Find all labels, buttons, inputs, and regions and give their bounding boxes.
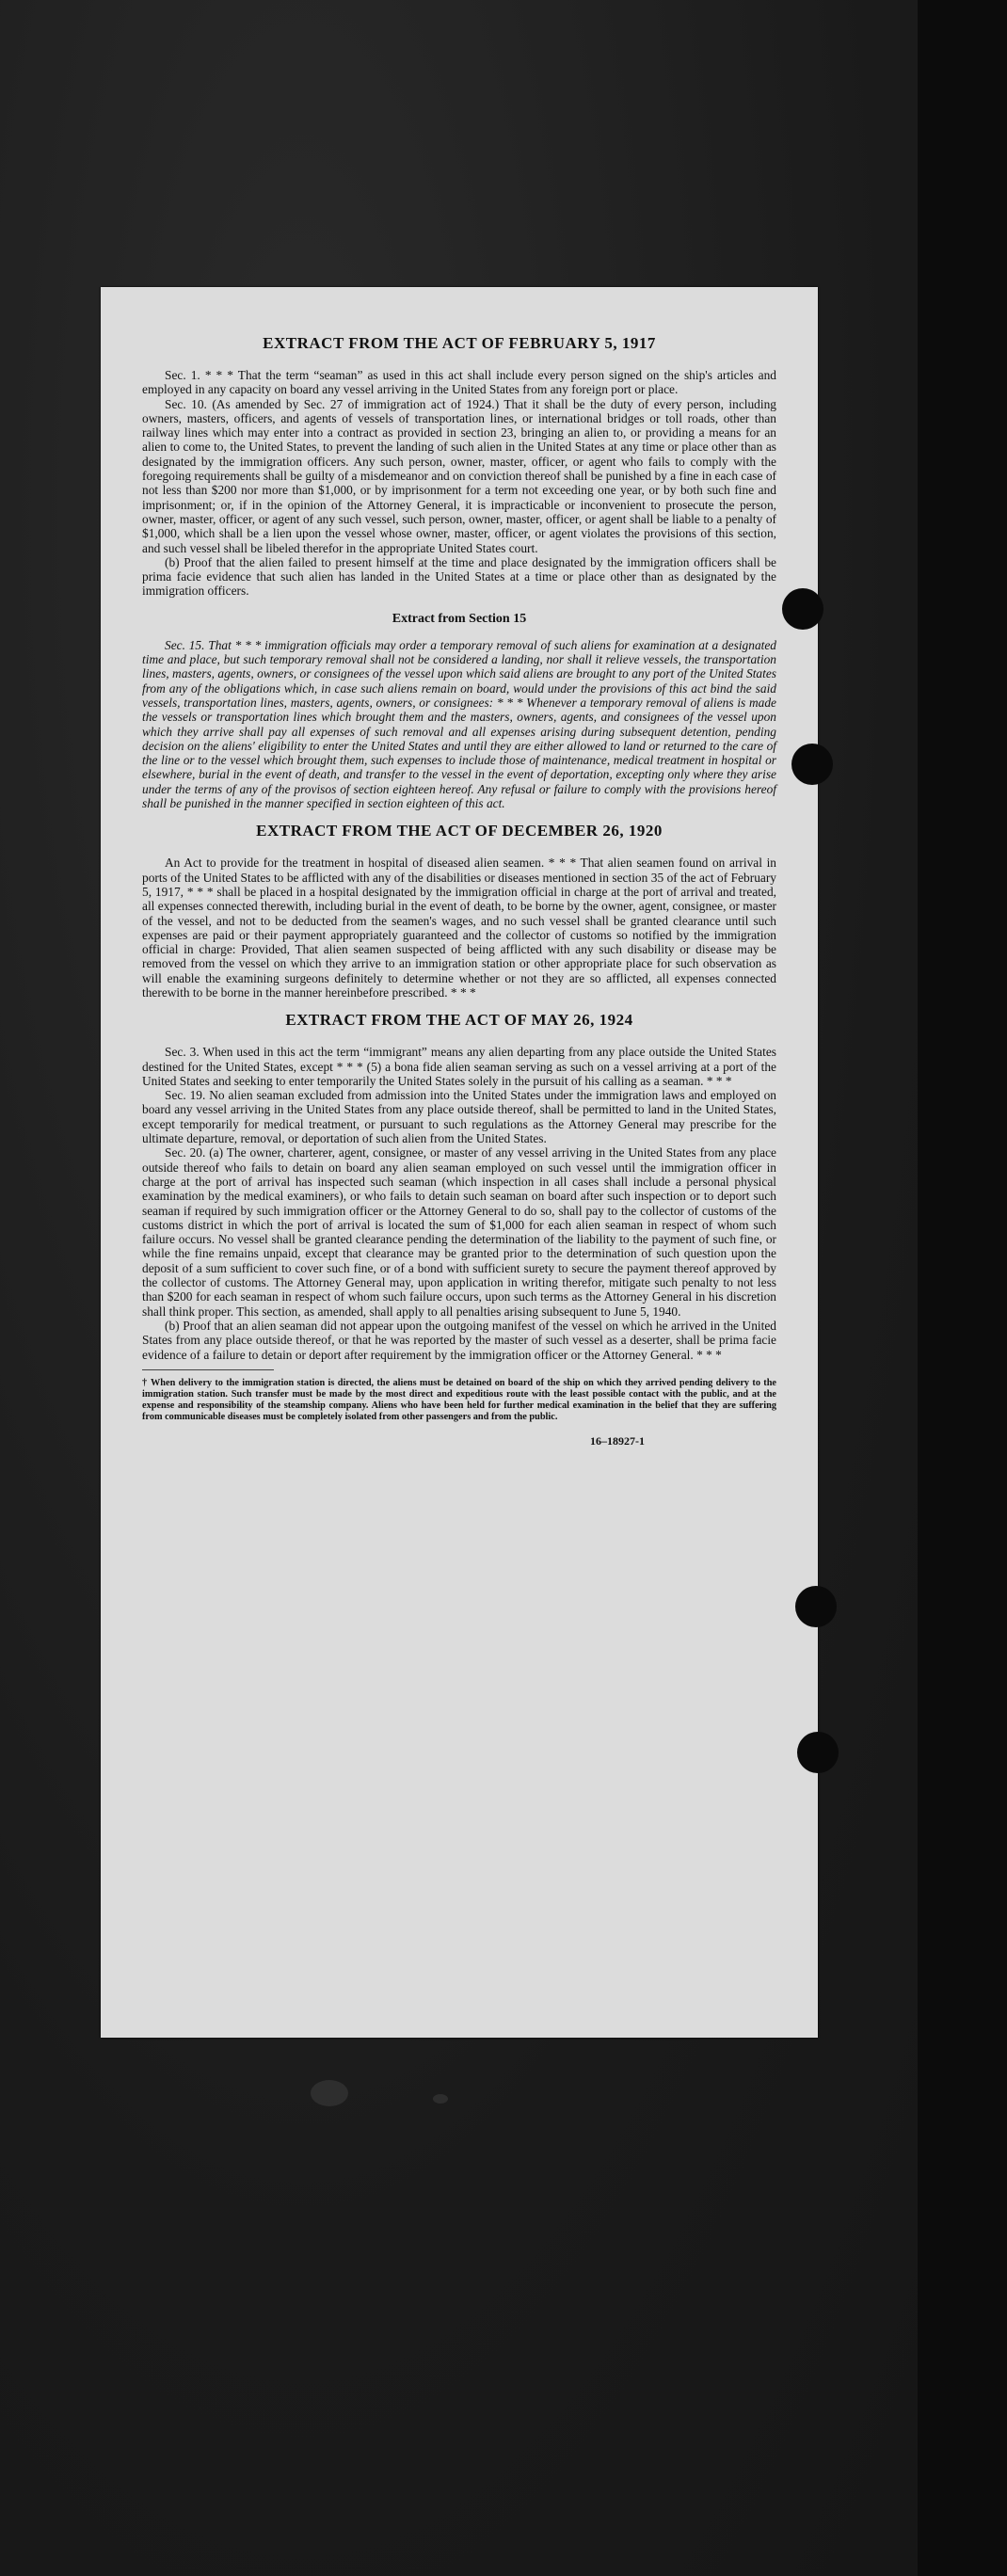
sec20b-text: (b) Proof that an alien seaman did not appear upon the outgoing manifest of the vessel on which he arrived in the United States from any place outside thereof, or that he was reported by the master of such vessel as a deserter, shall be prima facie evidence of a failure to detain or deport after requirement by the immigration officer or the Attorney General. * * * <box>142 1318 776 1362</box>
footnote-divider <box>142 1369 274 1370</box>
sec15-text: Sec. 15. That * * * immigration officials may order a temporary removal of such aliens for examination at a designated time and place, but such temporary removal shall not be considered a landing, nor shall it relieve vessels, the transportation lines, masters, agents, owners, or consignees of the vessel upon which said aliens are brought to any port of the United States from any of the obligations which, in case such aliens remain on board, would under the provisions of this act bind the said vessels, transportation lines, masters, agents, owners, or consignees: * * * Whenever a temporary removal of aliens is made the vessels or transportation lines which brought them and the masters, owners, agents, and consignees of the vessel upon which they arrive shall pay all expenses of such removal and all expenses arising during subsequent detention, pending decision on the aliens' eligibility to enter the United States and until they are either allowed to land or returned to the care of the line or to the vessel which brought them, such expenses to include those of maintenance, medical treatment in hospital or elsewhere, burial in the event of death, and transfer to the vessel in the event of deportation, excepting only where they arise under the terms of any of the provisos of section eighteen hereof. Any refusal or failure to comply with the provisions hereof shall be punished in the manner specified in section eighteen of this act. <box>142 637 776 811</box>
smudge <box>311 2080 348 2106</box>
section-1924 <box>142 1045 776 1362</box>
act-1920-text: An Act to provide for the treatment in hospital of diseased alien seamen. * * * That alien seamen found on arrival in ports of the United States to be afflicted with any of the disabilities or diseases mentioned in section 35 of the act of February 5, 1917, * * * shall be placed in a hospital designated by the immigration official in charge at the port of arrival and treated, all expenses connected therewith, including burial in the event of death, to be borne by the owner, agent, consignee, or master of the vessel, and not to be deducted from the seamen's wages, and no such vessel shall be granted clearance until such expenses are paid or their payment appropriately guaranteed and the collector of customs so notified by the immigration official in charge: Provided, That alien seamen suspected of being afflicted with any such disability or disease may be removed from the vessel on which they arrive to an immigration station or other appropriate place for such observation as will enable the examining surgeons definitely to determine whether or not they are so afflicted, all expenses connected therewith to be borne in the manner hereinbefore prescribed. * * * <box>142 856 776 1000</box>
punch-hole <box>791 744 833 785</box>
sec10b-text: (b) Proof that the alien failed to present himself at the time and place designated by the immigration officers shall be prima facie evidence that such alien has landed in the United States at a time or place other than as designated by the immigration officers. <box>142 554 776 599</box>
section-1917 <box>142 368 776 599</box>
film-edge <box>918 0 1007 2576</box>
punch-hole <box>782 588 823 630</box>
footnote-text: † When delivery to the immigration station is directed, the aliens must be detained on board of the ship on which they arrived pending delivery to the immigration station. Such transfer must be made by the most direct and expeditious route with the least possible contact with the public, and at the expense and responsibility of the steamship company. Aliens who have been held for further medical examination in the belief that they are suffering from communicable diseases must be completely isolated from other passengers and from the public. <box>142 1377 776 1422</box>
document-page <box>101 287 818 2038</box>
sec20-text: Sec. 20. (a) The owner, charterer, agent, consignee, or master of any vessel arriving in the United States from any place outside thereof who fails to detain on board any alien seaman employed on such vessel until the immigration officer in charge at the port of arrival has inspected such seaman (which inspection in all cases shall include a personal physical examination by the medical examiners), or who fails to detain such seaman on board after such inspection or to deport such seaman if required by such immigration officer or the Attorney General to do so, shall pay to the collector of customs of the customs district in which the port of arrival is located the sum of $1,000 for each alien seaman in respect of whom such failure occurs. No vessel shall be granted clearance pending the determination of the liability to the payment of such fine, or while the fine remains unpaid, except that clearance may be granted prior to the determination of such question upon the deposit of a sum sufficient to cover such fine, or of a bond with sufficient surety to secure the payment thereof approved by the collector of customs. The Attorney General may, upon application in writing therefor, mitigate such penalty to not less than $200 for each seaman in respect of whom such failure occurs, upon such terms as the Attorney General in his discretion shall think proper. This section, as amended, shall apply to all penalties arising subsequent to June 5, 1940. <box>142 1145 776 1319</box>
sec19-text: Sec. 19. No alien seaman excluded from admission into the United States under the immigration laws and employed on board any vessel arriving in the United States from any place outside thereof, shall be permitted to land in the United States, except temporarily for medical treatment, or pursuant to such regulations as the Attorney General may prescribe for the ultimate departure, removal, or deportation of such alien from the United States. <box>142 1088 776 1146</box>
smudge <box>433 2094 448 2104</box>
punch-hole <box>795 1586 837 1627</box>
heading-act-1924: EXTRACT FROM THE ACT OF MAY 26, 1924 <box>285 1011 633 1030</box>
heading-act-1917: EXTRACT FROM THE ACT OF FEBRUARY 5, 1917 <box>263 334 656 352</box>
sec3-text: Sec. 3. When used in this act the term “immigrant” means any alien departing from any place outside the United States destined for the United States, except * * * (5) a bona fide alien seaman serving as such on a vessel arriving at a port of the United States and seeking to enter temporarily the United States solely in the pursuit of his calling as a seaman. * * * <box>142 1045 776 1088</box>
sec1-text: Sec. 1. * * * That the term “seaman” as used in this act shall include every person signed on the ship's articles and employed in any capacity on board any vessel arriving in the United States from any foreign port or place. <box>142 368 776 397</box>
section-1920 <box>142 856 776 1000</box>
form-number: 16–18927-1 <box>590 1433 645 1448</box>
heading-act-1920: EXTRACT FROM THE ACT OF DECEMBER 26, 1920 <box>256 822 663 840</box>
punch-hole <box>797 1732 839 1773</box>
sec10-text: Sec. 10. (As amended by Sec. 27 of immigration act of 1924.) That it shall be the duty of every person, including owners, masters, officers, and agents of vessels of transportation lines, or international bridges or toll roads, other than railway lines which may enter into a contract as provided in section 23, bringing an alien to, or providing a means for an alien to come to, the United States, to prevent the landing of such alien in the United States at any time or place other than as designated by the immigration officers. Any such person, owner, master, officer, or agent who fails to comply with the foregoing requirements shall be guilty of a misdemeanor and on conviction thereof shall be punished by a fine in each case of not less than $200 nor more than $1,000, or by imprisonment for a term not exceeding one year, or by both such fine and imprisonment; or, if in the opinion of the Attorney General, it is impracticable or inconvenient to prosecute the person, owner, master, officer, or agent of any such vessel, such person, owner, master, officer, or agent shall be liable to a penalty of $1,000, which shall be a lien upon the vessel whose owner, master, officer, or agent violates the provisions of this section, and such vessel shall be libeled therefor in the appropriate United States court. <box>142 396 776 555</box>
subheading-section-15: Extract from Section 15 <box>392 611 527 626</box>
section-15 <box>142 638 776 811</box>
